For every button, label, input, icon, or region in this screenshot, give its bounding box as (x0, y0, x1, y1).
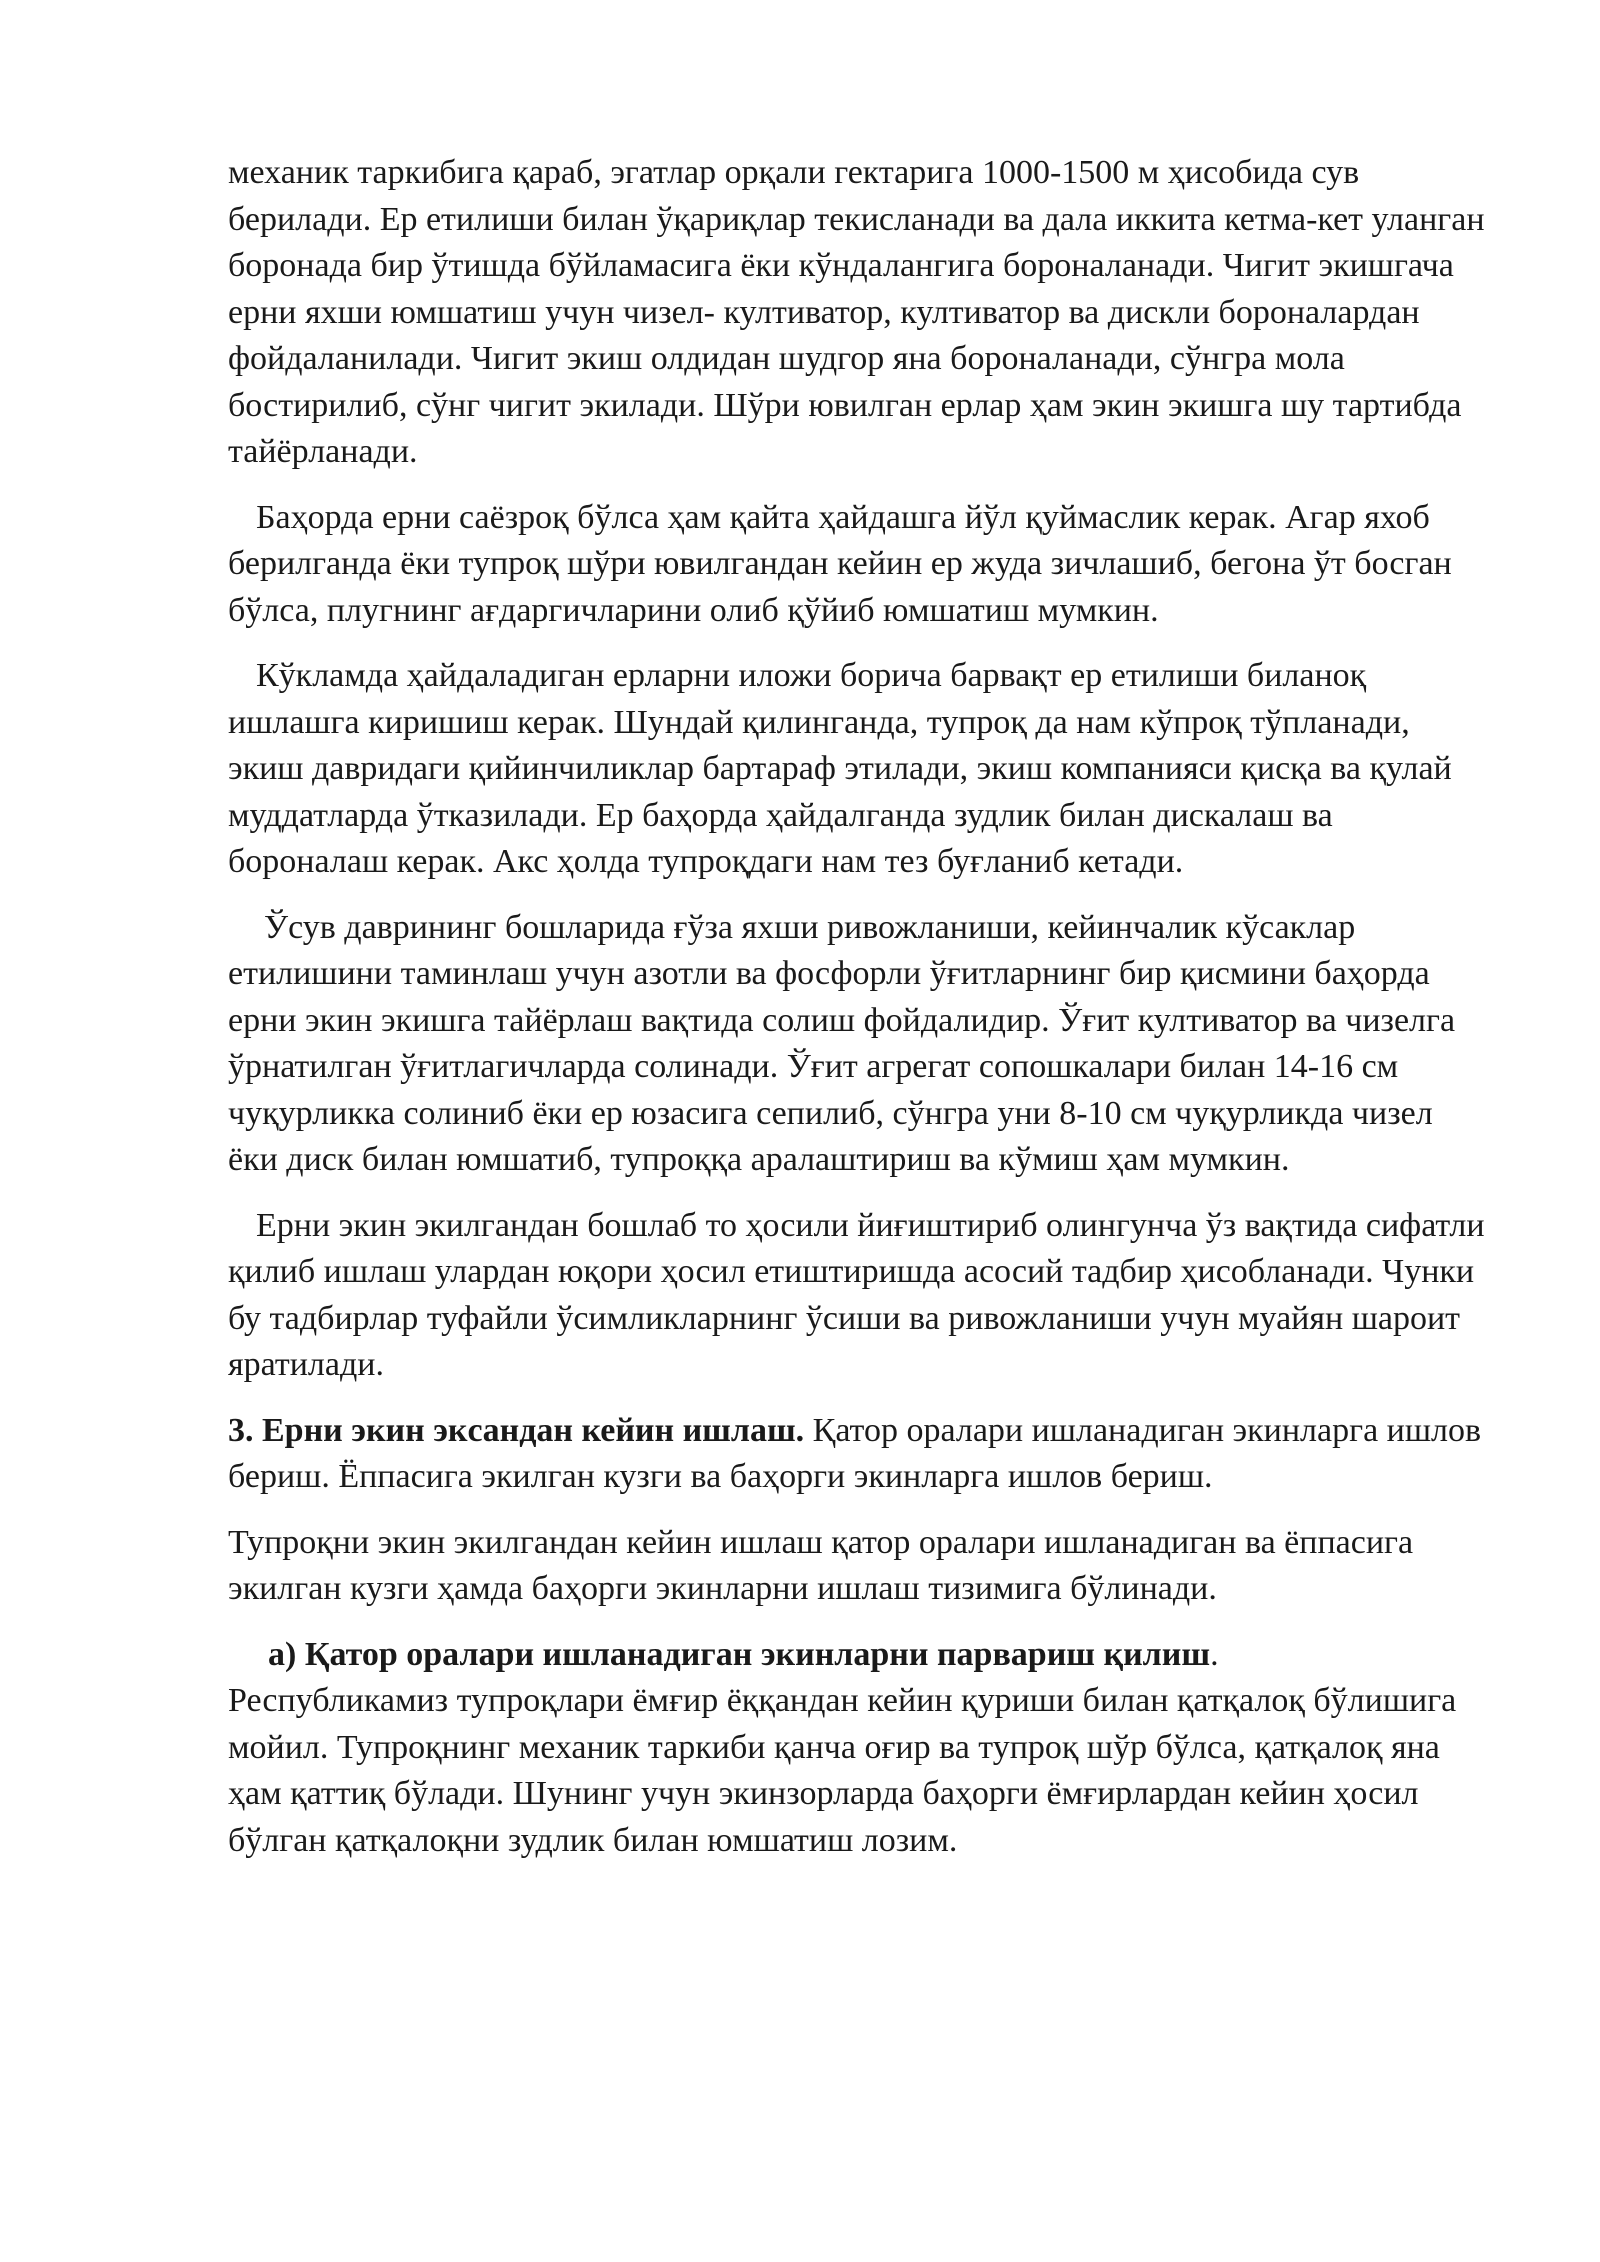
paragraph-6-text: Қатор оралари ишланадиган экинларга ишлов бериш. Ёппасига экилган кузги ва баҳорги экинларга ишлов бериш. (228, 1411, 1482, 1495)
heading-period: . (1210, 1635, 1219, 1673)
paragraph-5: Ерни экин экилгандан бошлаб то ҳосили йиғиштириб олингунча ўз вақтида сифатли қилиб ишлаш улардан юқори ҳосил етиштиришда асосий тадбир ҳисобланади. Чунки бу тадбирлар туфайли ўсимликларнинг ўсиши ва ривожланиши учун муайян шароит яратилади. (228, 1206, 1485, 1383)
paragraph-7: Тупроқни экин экилгандан кейин ишлаш қатор оралари ишланадиган ва ёппасига экилган кузги ҳамда баҳорги экинларни ишлаш тизимига бўлинади. (228, 1523, 1414, 1607)
subsection-heading-a: а) Қатор оралари ишланадиган экинларни парвариш қилиш (268, 1635, 1211, 1673)
paragraph-4: Ўсув даврининг бошларида ғўза яхши ривожланиши, кейинчалик кўсаклар етилишини таминлаш учун азотли ва фосфорли ўғитларнинг бир қисмини баҳорда ерни экин экишга тайёрлаш вақтида солиш фойдалидир. Ўғит култиватор ва чизелга ўрнатилган ўғитлагичларда солинади. Ўғит агрегат сопошкалари билан 14-16 см чуқурликка солиниб ёки ер юзасига сепилиб, сўнгра уни 8-10 см чуқурликда чизел ёки диск билан юмшатиб, тупроққа аралаштириш ва кўмиш ҳам мумкин. (228, 908, 1456, 1178)
section-heading-3: 3. Ерни экин экcандан кейин ишлаш. (228, 1411, 805, 1449)
paragraph-3: Кўкламда ҳайдаладиган ерларни иложи борича барвақт ер етилиши биланоқ ишлашга киришиш керак. Шундай қилинганда, тупроқ да нам кўпроқ тўпланади, экиш давридаги қийинчиликлар бартараф этилади, экиш компанияси қисқа ва қулай муддатларда ўтказилади. Ер баҳорда ҳайдалганда зудлик билан дискалаш ва бороналаш керак. Акс ҳолда тупроқдаги нам тез буғланиб кетади. (228, 657, 1452, 880)
paragraph-2: Баҳорда ерни саёзроқ бўлса ҳам қайта ҳайдашга йўл қуймаслик керак. Агар яхоб берилганда ёки тупроқ шўри ювилгандан кейин ер жуда зичлашиб, бегона ўт босган бўлса, плугнинг ағдаргичларини олиб қўйиб юмшатиш мумкин. (228, 498, 1452, 629)
paragraph-8-text: Республикамиз тупроқлари ёмғир ёққандан кейин қуриши билан қатқалоқ бўлишига мойил. Тупроқнинг механик таркиби қанча оғир ва тупроқ шўр бўлса, қатқалоқ яна ҳам қаттиқ бўлади. Шунинг учун экинзорларда баҳорги ёмғирлардан кейин ҳосил бўлган қатқалоқни зудлик билан юмшатиш лозим. (228, 1682, 1457, 1859)
paragraph-6 (228, 1408, 1488, 1501)
paragraph-8 (228, 1632, 1488, 1865)
paragraph-1: механик таркибига қараб, эгатлар орқали гектарига 1000-1500 м ҳисобида сув берилади. Ер етилиши билан ўқариқлар текисланади ва дала иккита кетма-кет уланган боронада бир ўтишда бўйламасига ёки кўндалангига бороналанади. Чигит экишгача ерни яхши юмшатиш учун чизел- култиватор, култиватор ва дискли бороналардан фойдаланилади. Чигит экиш олдидан шудгор яна бороналанади, сўнгра мола бостирилиб, сўнг чигит экилади. Шўри ювилган ерлар ҳам экин экишга шу тартибда тайёрланади. (228, 154, 1485, 470)
document-page (228, 150, 1488, 1883)
